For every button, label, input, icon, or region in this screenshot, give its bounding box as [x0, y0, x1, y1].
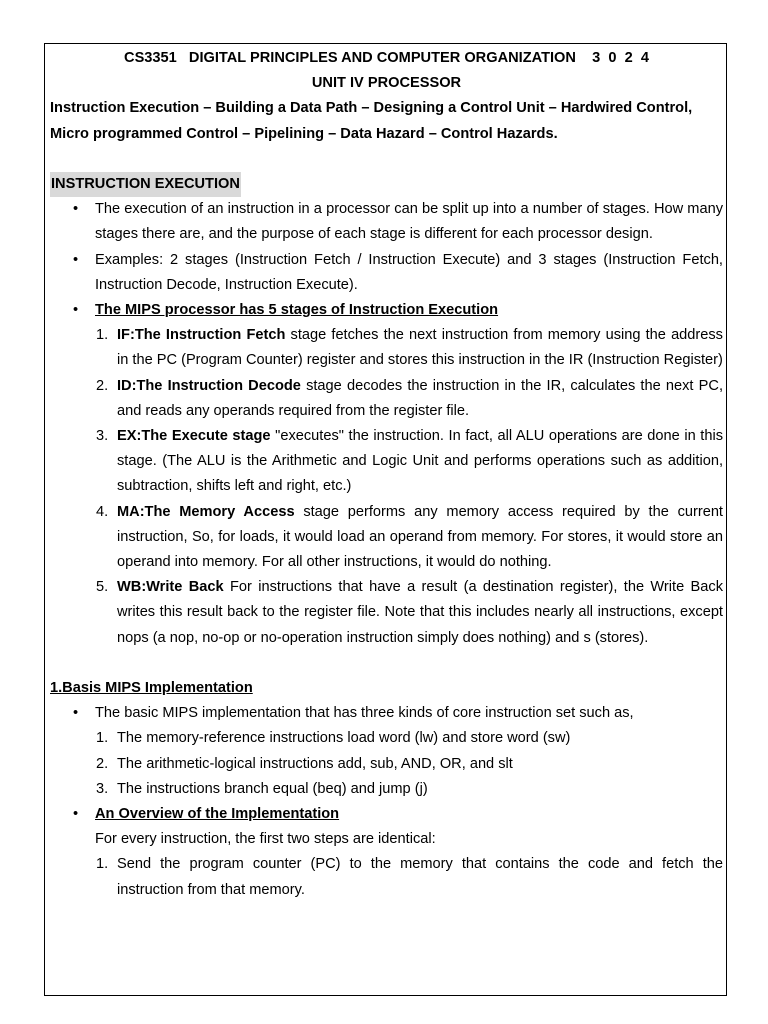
document-content — [50, 46, 723, 903]
bullet-item: • The execution of an instruction in a processor can be split up into a number of stages. How many stages there are, and the purpose of each stage is different for each processor design. — [50, 197, 723, 247]
syllabus-topics: Instruction Execution – Building a Data Path – Designing a Control Unit – Hardwired Control, Micro programmed Control – Pipelining – Data Hazard – Control Hazards. — [50, 100, 693, 142]
core-instruction-item: 2. The arithmetic-logical instructions add, sub, AND, OR, and slt — [96, 755, 513, 772]
overview-heading: An Overview of the Implementation — [95, 806, 340, 823]
step-item: 1. Send the program counter (PC) to the memory that contains the code and fetch the instruction from that memory. — [96, 856, 723, 898]
bullet-item: • The basic MIPS implementation that has three kinds of core instruction set such as, — [50, 701, 723, 726]
section-heading-instruction-execution: INSTRUCTION EXECUTION — [50, 172, 723, 197]
bullet-icon: • — [73, 251, 79, 268]
bullet-item — [50, 802, 723, 827]
mips-stages-heading: The MIPS processor has 5 stages of Instruction Execution — [95, 302, 499, 319]
bullet-icon: • — [73, 705, 79, 722]
overview-intro: For every instruction, the first two steps are identical: — [95, 831, 436, 848]
section-heading-basic-mips: 1.Basis MIPS Implementation — [50, 680, 253, 697]
stage-item: 2. ID:The Instruction Decode stage decodes the instruction in the IR, calculates the next PC, and reads any operands required from the register file. — [96, 377, 723, 419]
bullet-item — [50, 298, 723, 323]
bullet-icon: • — [73, 806, 79, 823]
core-instruction-item: 1. The memory-reference instructions load word (lw) and store word (sw) — [96, 730, 571, 747]
stage-item: 1. IF:The Instruction Fetch stage fetches the next instruction from memory using the address in the PC (Program Counter) register and stores this instruction in the IR (Instruction Register) — [96, 327, 723, 369]
bullet-icon: • — [73, 201, 79, 218]
stage-item: 3. EX:The Execute stage "executes" the instruction. In fact, all ALU operations are done in this stage. (The ALU is the Arithmetic and Logic Unit and performs operations such as addition, subtraction, shifts left and right, etc.) — [96, 428, 723, 495]
course-title: CS3351 DIGITAL PRINCIPLES AND COMPUTER ORGANIZATION 3 0 2 4 — [124, 50, 649, 66]
bullet-item: • Examples: 2 stages (Instruction Fetch / Instruction Execute) and 3 stages (Instruction Fetch, Instruction Decode, Instruction Execute). — [50, 248, 723, 298]
stage-item: 4. MA:The Memory Access stage performs any memory access required by the current instruction, So, for loads, it would load an operand from memory. For stores, it would store an operand into memory. For all other instructions, it would do nothing. — [96, 503, 723, 571]
stage-item: 5. WB:Write Back For instructions that have a result (a destination register), the Write Back writes this result back to the register file. Note that this includes nearly all instructions, except nops (a nop, no-op or no-operation instruction simply does nothing) and s (stores). — [96, 579, 723, 646]
unit-title: UNIT IV PROCESSOR — [311, 75, 462, 92]
core-instruction-item: 3. The instructions branch equal (beq) and jump (j) — [96, 780, 428, 797]
bullet-icon: • — [73, 302, 79, 319]
